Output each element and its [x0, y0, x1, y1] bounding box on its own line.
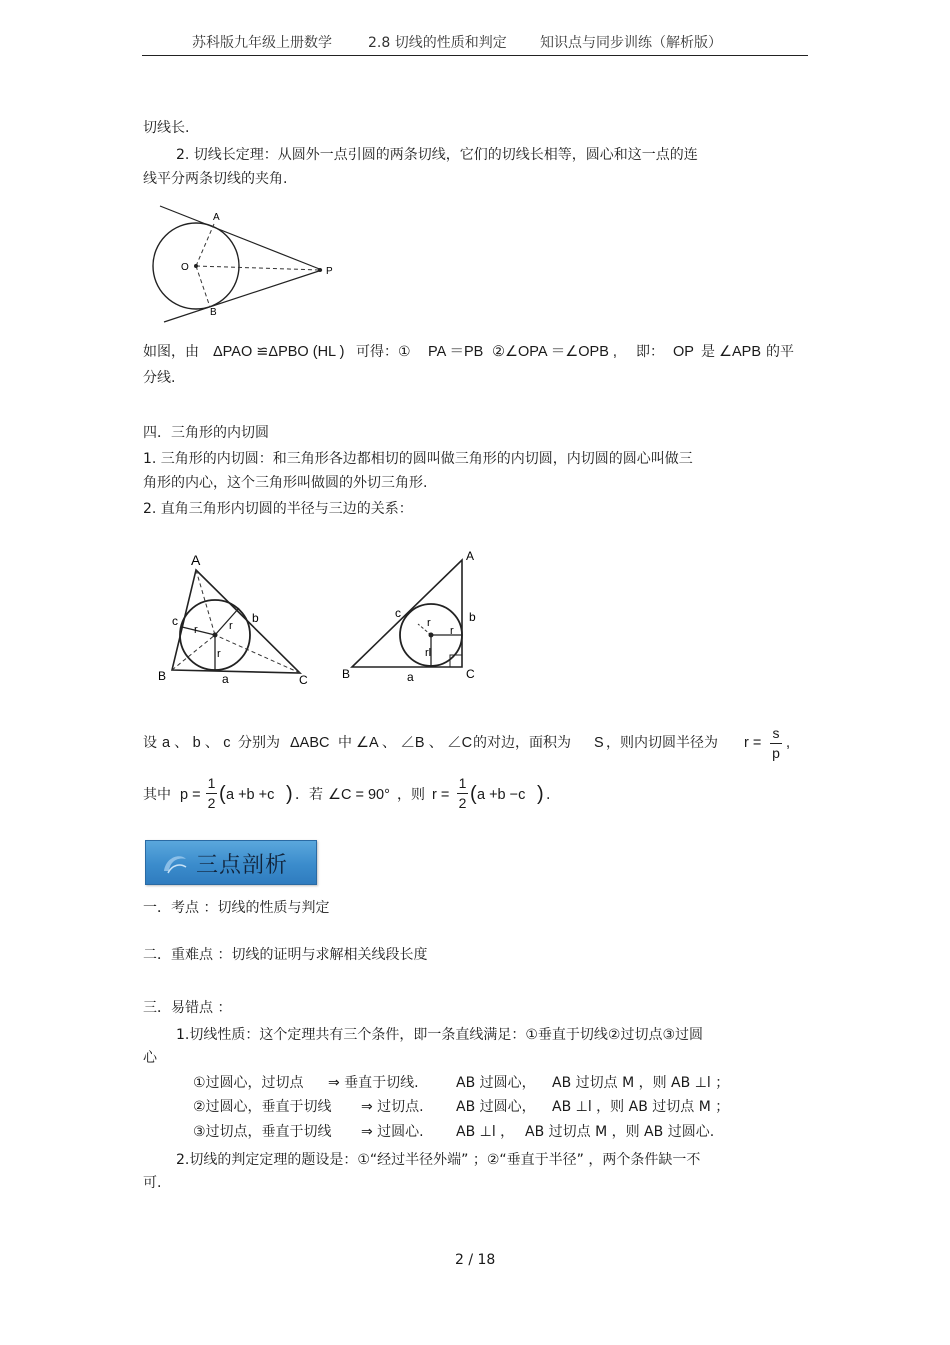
math: r = [744, 735, 762, 751]
denominator: p [772, 745, 780, 761]
paren-open: ( [470, 783, 477, 805]
text-line: 2. 直角三角形内切圆的半径与三边的关系： [143, 501, 413, 517]
radius-label: r [450, 625, 454, 637]
text-line: 二．重难点 ：切线的证明与求解相关线段长度 [143, 947, 428, 963]
radius-label: r [217, 648, 221, 660]
math: a +b +c [226, 787, 275, 803]
text: ，则内切圆半径为 [606, 735, 718, 751]
numerator: 1 [207, 775, 216, 791]
paren-close: ) [286, 783, 293, 805]
text: ①过圆心，过切点 [193, 1075, 304, 1091]
denominator: 2 [207, 795, 216, 811]
page-number: 2 / 18 [455, 1252, 496, 1268]
math: PA ＝PB [428, 344, 484, 360]
denominator: 2 [458, 795, 467, 811]
text: 如图，由 [143, 344, 199, 360]
text: ，则 [397, 787, 425, 803]
text: 分别为 [238, 735, 280, 751]
text-line: 1. 三角形的内切圆：和三角形各边都相切的圆叫做三角形的内切圆，内切圆的圆心叫做三 [143, 451, 693, 467]
text: 设 [143, 735, 157, 751]
vertex-label-C: C [299, 673, 308, 687]
text-line: 2. 切线长定理：从圆外一点引圆的两条切线，它们的切线长相等，圆心和这一点的连 [176, 147, 698, 163]
math: ∠APB [719, 344, 762, 360]
side-label-c: c [395, 606, 401, 620]
text: ⇒ 垂直于切线. [328, 1075, 419, 1091]
text: ②过圆心，垂直于切线 [193, 1099, 332, 1115]
side-label-b: b [252, 611, 259, 625]
text-line: 切线长. [143, 120, 190, 136]
section-banner [145, 840, 317, 885]
incircle-figure [150, 545, 490, 690]
text-line: 线平分两条切线的夹角. [143, 171, 288, 187]
vertex-label-A: A [466, 549, 475, 563]
point-label-P: P [326, 266, 333, 277]
text: AB 过圆心， [456, 1075, 536, 1091]
text: ⇒ 过切点. [361, 1099, 424, 1115]
point-label-O: O [181, 262, 189, 273]
text: ③过切点，垂直于切线 [193, 1124, 332, 1140]
fraction-s-over-p [770, 726, 782, 760]
text: AB ⊥l ， [456, 1124, 515, 1140]
text: 的对边，面积为 [473, 735, 571, 751]
side-label-c: c [172, 614, 178, 628]
text: 的平 [766, 344, 794, 360]
text: . [546, 787, 551, 803]
banner-swirl-icon [160, 849, 190, 877]
text-line: 角形的内心，这个三角形叫做圆的外切三角形. [143, 475, 428, 491]
text: AB 过切点 M ，则 AB ⊥l ； [552, 1075, 730, 1091]
vertex-label-C: C [466, 667, 475, 681]
tangent-length-figure [150, 200, 350, 325]
point-label-B: B [210, 307, 217, 318]
math: OP [673, 344, 694, 360]
text: ⇒ 过圆心. [361, 1124, 424, 1140]
text: AB 过圆心， [456, 1099, 536, 1115]
banner-title: 三点剖析 [196, 853, 289, 878]
math: S [594, 735, 604, 751]
text-line: 三．易错点 ： [143, 1000, 232, 1016]
math: ΔABC [290, 735, 330, 751]
math: ∠A 、 ∠B 、 ∠C [356, 735, 473, 751]
vertex-label-B: B [158, 669, 167, 683]
text: 是 [701, 344, 715, 360]
text-line: 一．考点 ：切线的性质与判定 [143, 900, 330, 916]
radius-label: r [194, 624, 198, 636]
math: ②∠OPA ＝∠OPB , [492, 344, 617, 360]
text-line: 2.切线的判定定理的题设是：①“经过半径外端” ；②“垂直于半径” ，两个条件缺一不 [176, 1152, 701, 1168]
text-line: 1.切线性质：这个定理共有三个条件，即一条直线满足：①垂直于切线②过切点③过圆 [176, 1027, 704, 1043]
math: a +b −c [477, 787, 526, 803]
fraction-one-half [457, 776, 468, 810]
text: 即： [636, 344, 664, 360]
text-line: 心 [143, 1050, 157, 1066]
text: 其中 [143, 787, 171, 803]
paren-open: ( [219, 783, 226, 805]
radius-label: rl [425, 647, 432, 659]
header-rule [142, 55, 808, 56]
side-label-a: a [222, 672, 229, 686]
point-label-A: A [213, 212, 220, 223]
text: 可得：① [356, 344, 411, 360]
paren-close: ) [537, 783, 544, 805]
header-section: 2.8 切线的性质和判定 [368, 35, 507, 51]
numerator: s [772, 725, 780, 741]
header-book: 苏科版九年级上册数学 [192, 35, 332, 51]
fraction-one-half [206, 776, 217, 810]
vertex-label-B: B [342, 667, 351, 681]
side-label-a: a [407, 670, 414, 684]
header-subtitle: 知识点与同步训练（解析版） [540, 35, 722, 51]
math: a 、 b 、 c [162, 735, 231, 751]
text: ．若 [295, 787, 323, 803]
radius-label: r [229, 620, 233, 632]
text: 分线. [143, 370, 176, 386]
numerator: 1 [458, 775, 467, 791]
math: p = [180, 787, 201, 803]
math: ∠C = 90° [328, 787, 390, 803]
math: r = [432, 787, 450, 803]
section-heading: 四．三角形的内切圆 [143, 425, 269, 441]
text: AB 过切点 M ，则 AB 过圆心. [525, 1124, 715, 1140]
math: , [786, 735, 791, 751]
text: 中 [338, 735, 352, 751]
radius-label: r [427, 617, 431, 629]
side-label-b: b [469, 610, 476, 624]
text-line: 可. [143, 1175, 162, 1191]
text: AB ⊥l ，则 AB 过切点 M ； [552, 1099, 730, 1115]
vertex-label-A: A [191, 552, 201, 568]
math: ΔPAO ≌ΔPBO (HL ) [213, 344, 345, 360]
